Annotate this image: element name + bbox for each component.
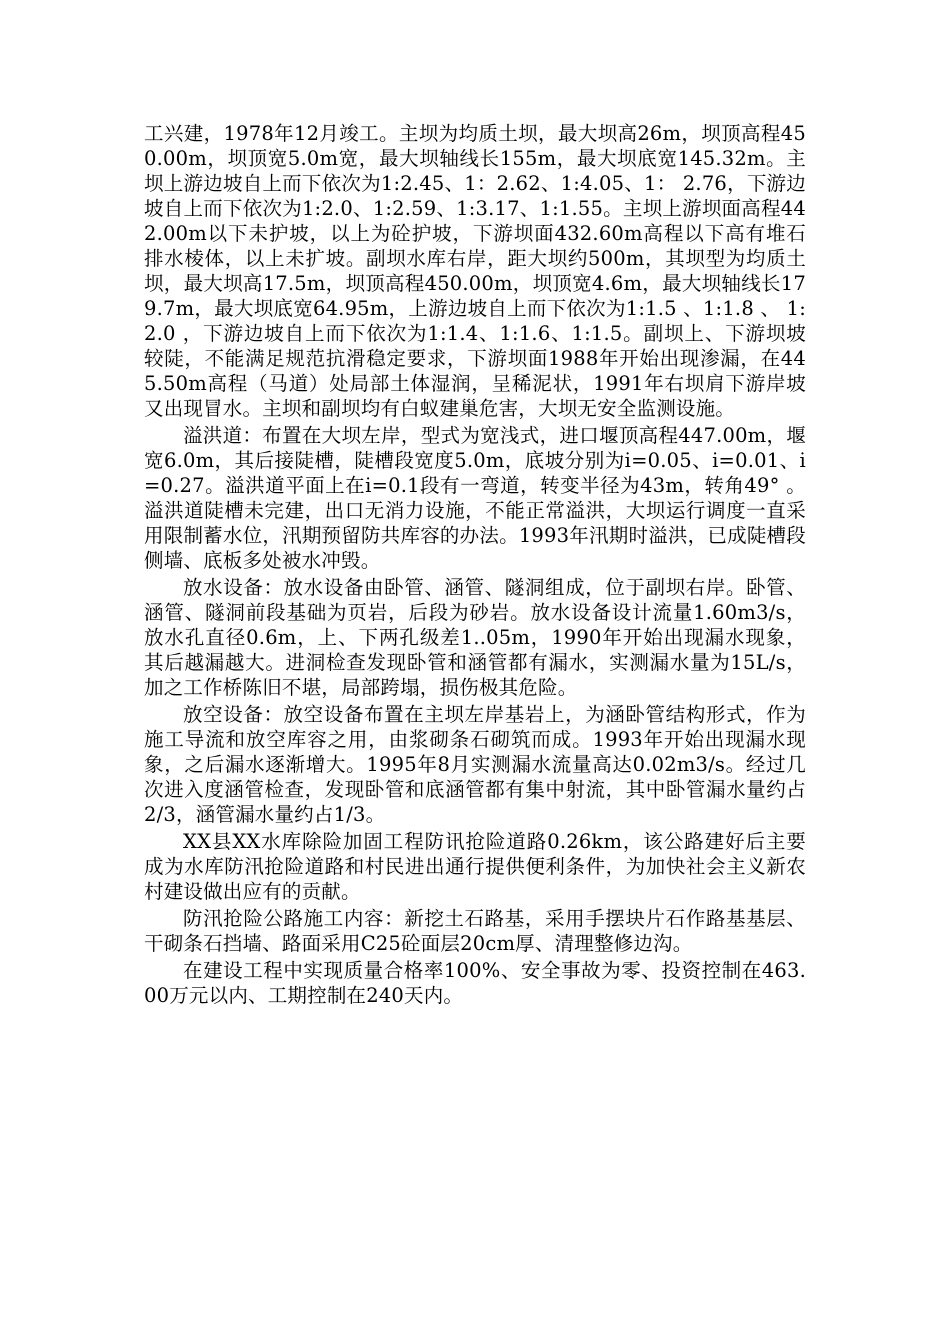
paragraph-flood-road: XX县XX水库除险加固工程防讯抢险道路0.26km，该公路建好后主要成为水库防汛抢险道路和村民进出通行提供便利条件，为加快社会主义新农村建设做出应有的贡献。 bbox=[144, 830, 806, 903]
document-body bbox=[144, 121, 806, 1010]
paragraph-dam-description: 工兴建，1978年12月竣工。主坝为均质土坝，最大坝高26m，坝顶高程450.00m，坝顶宽5.0m宽，最大坝轴线长155m，最大坝底宽145.32m。主坝上游边坡自上而下依次为1:2.45、1：2.62、1:4.05、1： 2.76，下游边坡自上而下依次为1:2.0、1:2.59、1:3.17、1:1.55。主坝上游坝面高程442.00m以下未护坡，以上为砼护坡，下游坝面432.60m高程以下高有堆石排水棱体，以上未扩坡。副坝水库右岸，距大坝约500m，其坝型为均质土坝，最大坝高17.5m，坝顶高程450.00m，坝顶宽4.6m，最大坝轴线长179.7m，最大坝底宽64.95m，上游边坡自上而下依次为1:1.5 、1:1.8 、 1:2.0 ，下游边坡自上而下依次为1:1.4、1:1.6、1:1.5。副坝上、下游坝坡较陡，不能满足规范抗滑稳定要求，下游坝面1988年开始出现渗漏，在445.50m高程（马道）处局部土体湿润，呈稀泥状，1991年右坝肩下游岸坡又出现冒水。主坝和副坝均有白蚁建巢危害，大坝无安全监测设施。 bbox=[144, 122, 806, 420]
paragraph-spillway: 溢洪道：布置在大坝左岸，型式为宽浅式，进口堰顶高程447.00m，堰宽6.0m，其后接陡槽，陡槽段宽度5.0m，底坡分别为i=0.05、i=0.01、i=0.27。溢洪道平面上在i=0.1段有一弯道，转变半径为43m，转角49° 。溢洪道陡槽未完建，出口无消力设施，不能正常溢洪，大坝运行调度一直采用限制蓄水位，汛期预留防共库容的办法。1993年汛期时溢洪，已成陡槽段侧墙、底板多处被水冲毁。 bbox=[144, 424, 806, 572]
paragraph-road-construction: 防汛抢险公路施工内容：新挖土石路基，采用手摆块片石作路基基层、干砌条石挡墙、路面采用C25砼面层20cm厚、清理整修边沟。 bbox=[144, 907, 806, 955]
paragraph-drawdown-works: 放空设备：放空设备布置在主坝左岸基岩上，为涵卧管结构形式，作为施工导流和放空库容之用，由浆砌条石砌筑而成。1993年开始出现漏水现象，之后漏水逐渐增大。1995年8月实测漏水流量高达0.02m3/s。经过几次进入度涵管检查，发现卧管和底涵管都有集中射流，其中卧管漏水量约占2/3，涵管漏水量约占1/3。 bbox=[144, 703, 806, 826]
paragraph-project-targets: 在建设工程中实现质量合格率100%、安全事故为零、投资控制在463.00万元以内、工期控制在240天内。 bbox=[144, 959, 806, 1007]
paragraph-outlet-works: 放水设备：放水设备由卧管、涵管、隧洞组成，位于副坝右岸。卧管、涵管、隧洞前段基础为页岩，后段为砂岩。放水设备设计流量1.60m3/s，放水孔直径0.6m，上、下两孔级差1..05m，1990年开始出现漏水现象，其后越漏越大。进洞检查发现卧管和涵管都有漏水，实测漏水量为15L/s，加之工作桥陈旧不堪，局部跨塌，损伤极其危险。 bbox=[144, 576, 806, 699]
